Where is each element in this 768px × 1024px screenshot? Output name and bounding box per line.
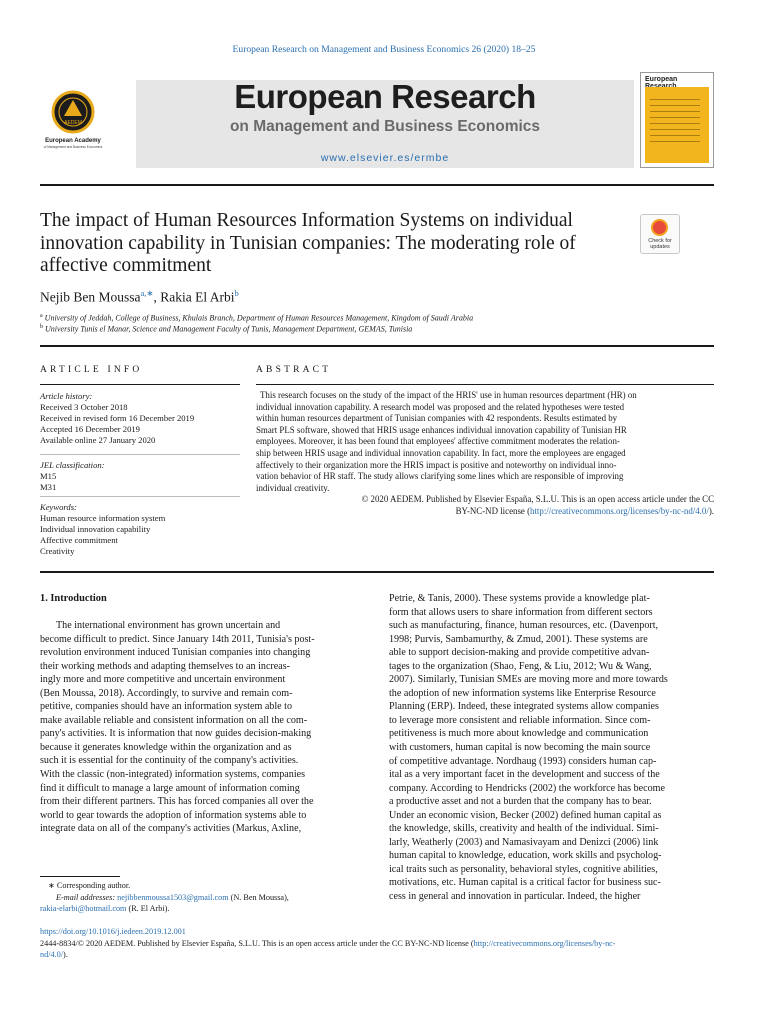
logo-sub: of Management and Business Economics — [43, 145, 103, 149]
abstract-heading: ABSTRACT — [256, 365, 332, 375]
title-line: innovation capability in Tunisian companies: The moderating role of — [40, 232, 576, 254]
affiliation: $^a$ University of Jeddah, College of Business, Khulais Branch, Department of Human Resources Management, Kingdom of Saudi Arabia — [40, 313, 474, 323]
body-left-column: The international environment has grown uncertain and become difficult to predict. Since January 14th 2011, Tunisia's post- revolution environment induced Tunisian companies into changing their working methods and adapting themselves to an increas- ingly more and more competitive and uncertain environment (Ben Moussa, 2018). Accordingly, to survive and remain com- petitive, companies should have an information system able to make available reliable and consistent information on all the com- pany's activities. It is information that now guides decision-making because it generates knowledge within the organization and as such it is essential for the continuity of the company's activities. With the classic (non-integrated) information systems, companies find it difficult to manage a large amount of information coming from their different partners. This has forced companies all over the world to gear towards the adoption of information systems able to integrate data on all of the company's activities (Markus, Axline, — [40, 620, 315, 835]
keyword-item: Affective commitment — [40, 535, 118, 545]
license-link[interactable]: nd/4.0/ — [40, 950, 63, 959]
title-line: affective commitment — [40, 255, 212, 276]
check-updates-icon — [651, 219, 668, 236]
abstract-line: individual innovation capability. A research model was proposed and the related hypotheses were tested — [256, 401, 625, 412]
front-matter-rule — [40, 345, 714, 347]
abstract-rule — [256, 384, 714, 385]
title-line: The impact of Human Resources Information Systems on individual — [40, 210, 573, 231]
check-updates-label: Check for updates — [648, 238, 672, 250]
email-link[interactable]: nejibbenmoussa1503@gmail.com — [117, 892, 229, 902]
author-name: Nejib Ben Moussa — [40, 289, 141, 305]
journal-title: European Research — [234, 78, 536, 115]
abstract-line: affectively to their organization more the HRIS impact is positive and noteworthy on individual inno- — [256, 459, 617, 470]
abstract-copyright: © 2020 AEDEM. Published by Elsevier España, S.L.U. This is an open access article under the CC — [361, 494, 714, 505]
doi-link[interactable]: https://doi.org/10.1016/j.iedeen.2019.12.001 — [40, 927, 186, 936]
abstract-line: employees. Moreover, it has been found that employees' affective commitment moderates the relation- — [256, 436, 620, 447]
abstract-license: BY-NC-ND license (http://creativecommons.org/licenses/by-nc-nd/4.0/). — [455, 505, 714, 516]
abstract-line: within human resources department of Tunisian companies with 42 respondents. Results estimated by — [256, 413, 618, 424]
journal-cover-thumbnail[interactable] — [640, 72, 714, 168]
author-list: Nejib Ben Moussa$^{a,∗}$, Rakia El Arbi$^b$ — [40, 288, 239, 305]
info-divider — [40, 454, 240, 455]
email-link[interactable]: rakia-elarbi@hotmail.com — [40, 904, 127, 913]
author-affil-mark[interactable]: a,∗ — [140, 288, 154, 298]
abstract-line: Smart PLS software, showed that HRIS usage enhances individual innovation capability of Tunisian HR — [256, 424, 627, 435]
keywords — [40, 502, 165, 557]
history-item: Received 3 October 2018 — [40, 402, 128, 412]
logo-abbrev: AEDEM — [64, 120, 82, 126]
body-right-column: Petrie, & Tanis, 2000). These systems provide a knowledge plat- form that allows users to share information from different sectors such as manufacturing, finance, human resources, etc. (Davenport, 1998; Purvis, Sambamurthy, & Zmud, 2001). These systems are able to support decision-making and provide competitive advan- tages to the organization (Shao, Feng, & Liu, 2012; Wu & Wang, 2007). Similarly, Tunisian SMEs are moving more and more towards the adoption of new information systems like Enterprise Resource Planning (ERP). Indeed, these integrated systems allow companies to leverage more consistent and reliable information. Since com- petitiveness is much more about knowledge and communication with customers, human capital is now becoming the main source of competitive advantage. Nordhaug (1993) considers human cap- ital as a very important facet in the development and success of the company. According to Hendricks (2002) the workforce has become a productive asset and not a burden that the company has to bear. Under an economic vision, Becker (2002) defined human capital as the knowledge, skills, creativity and health of the individual. Simi- larly, Weatherly (2003) and Namasivayam and Denizci (2006) link human capital to knowledge, education, work skills and psycholog- ical traits such as personality, behavioral styles, cognitive abilities, motivations, etc. Human capital is a critical factor for business suc- cess in general and innovation in particular. Indeed, the higher — [389, 593, 668, 903]
journal-url[interactable]: www.elsevier.es/ermbe — [320, 152, 450, 164]
author-affil-mark[interactable]: b — [234, 288, 239, 298]
author-name: Rakia El Arbi — [160, 289, 235, 305]
article-info-rule — [40, 384, 240, 385]
header-rule — [40, 184, 714, 186]
article-info-heading: ARTICLE INFO — [40, 365, 143, 375]
info-divider — [40, 496, 240, 497]
abstract-line: individual creativity. — [256, 482, 330, 493]
history-item: Accepted 16 December 2019 — [40, 424, 140, 434]
article-history — [40, 391, 194, 446]
abstract-line: ship between HRIS usage and individual innovation capability. In fact, more the employees are engaged — [256, 447, 626, 458]
keyword-item: Individual innovation capability — [40, 524, 151, 534]
journal-subtitle: on Management and Business Economics — [229, 118, 541, 135]
abstract-line: This research focuses on the study of the impact of the HRIS' use in human resources department (HR) on — [260, 390, 637, 400]
aedem-logo — [40, 86, 132, 156]
affiliation: $^b$ University Tunis el Manar, Science and Management Faculty of Tunis, Management Department, GEMAS, Tunisia — [40, 324, 413, 334]
license-statement: 2444-8834/© 2020 AEDEM. Published by Elsevier España, S.L.U. This is an open access article under the CC BY-NC-ND license (http://creativecommons.org/licenses/by-nc- nd/4.0/). — [40, 939, 616, 959]
cover-title: European — [645, 76, 678, 83]
keyword-item: Human resource information system — [40, 513, 166, 523]
abstract-end-rule — [40, 571, 714, 573]
keywords-label: Keywords: — [40, 502, 77, 512]
check-for-updates-badge[interactable] — [640, 214, 680, 254]
jel-item: M31 — [40, 482, 57, 492]
corresponding-author-footnote: ∗ Corresponding author. E-mail addresses: nejibbenmoussa1503@gmail.com (N. Ben Moussa), rakia-elarbi@hotmail.com (R. El Arbi). — [40, 881, 289, 913]
section-heading-introduction: 1. Introduction — [40, 593, 107, 604]
footnote-rule — [40, 876, 120, 877]
journal-citation[interactable]: European Research on Management and Business Economics 26 (2020) 18–25 — [232, 44, 536, 55]
jel-label: JEL classification: — [40, 460, 105, 470]
license-link[interactable]: http://creativecommons.org/licenses/by-nc-nd/4.0/ — [530, 505, 709, 516]
history-item: Available online 27 January 2020 — [40, 435, 156, 445]
logo-name: European Academy — [45, 138, 101, 144]
abstract-line: vation behavior of HR staff. The study allows clarifying some lines which are responsible of improving — [256, 471, 624, 482]
history-label: Article history: — [40, 391, 93, 401]
license-link[interactable]: http://creativecommons.org/licenses/by-nc- — [473, 939, 616, 948]
jel-item: M15 — [40, 471, 57, 481]
article-title — [40, 210, 630, 278]
abstract-body — [256, 390, 714, 518]
jel-classification — [40, 460, 105, 493]
keyword-item: Creativity — [40, 546, 75, 556]
history-item: Received in revised form 16 December 2019 — [40, 413, 195, 423]
